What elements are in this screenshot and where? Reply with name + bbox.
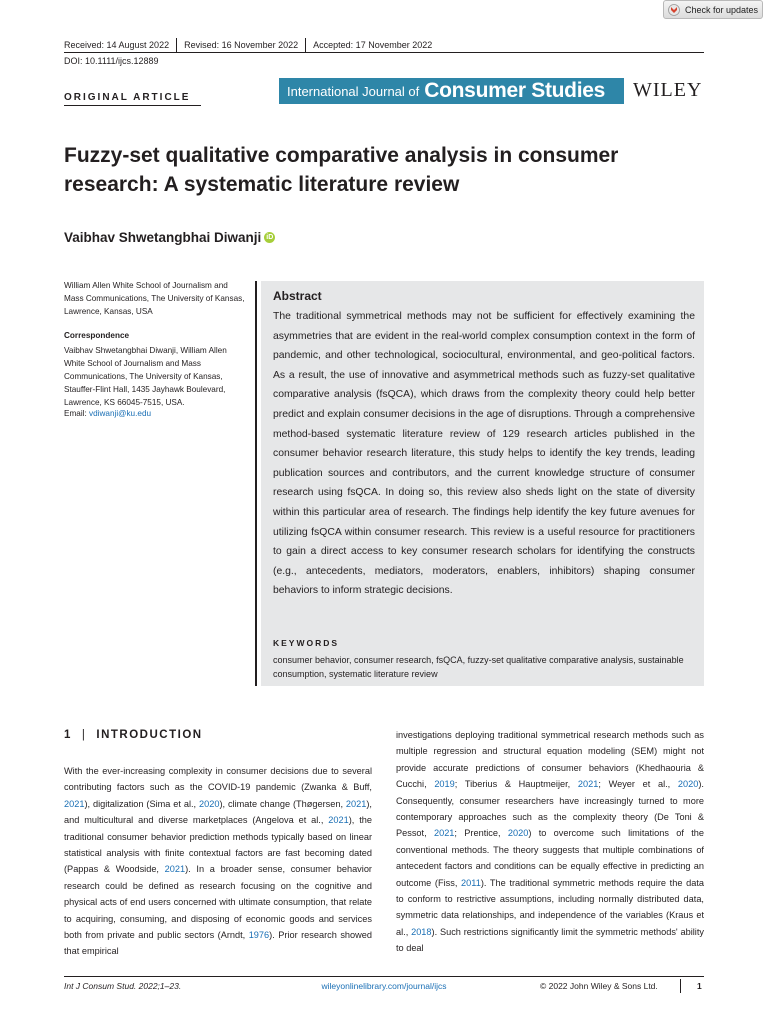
email-label: Email: — [64, 409, 90, 418]
correspondence-heading: Correspondence — [64, 331, 130, 340]
citation-link[interactable]: 2021 — [328, 815, 349, 826]
footer-divider — [680, 979, 681, 993]
revised-date: Revised: 16 November 2022 — [184, 40, 299, 50]
email-line — [64, 409, 151, 418]
body-text: ). In a broader sense, consumer behavior research could be defined as research focusing on the cognitive and physical acts of end users concerned with ultimate consumption, that relate to acquiring, consuming, and disposing of economic goods and services both from private and public sectors (Arndt, — [64, 864, 372, 941]
crossmark-icon — [668, 4, 680, 16]
date-divider — [305, 38, 306, 52]
citation-link[interactable]: 1976 — [248, 930, 270, 941]
section-title: INTRODUCTION — [96, 729, 203, 741]
body-text: ), the traditional consumer behavior prediction methods typically based on linear statistical analysis with finite contextual factors are fast becoming dated (Pappas & Woodside, — [64, 815, 373, 875]
body-text: ), digitalization (Sima et al., — [84, 798, 199, 809]
abstract-left-rule — [255, 281, 257, 686]
copyright: © 2022 John Wiley & Sons Ltd. — [540, 981, 658, 991]
abstract-text: The traditional symmetrical methods may not be sufficient for effectively examining the asymmetries that are evident in the real-world complex consumption context in the form of pandemic, and other technological, sociocultural, environmental, and geo-political factors. As a result, the use of innovative and asymmetrical methods such as fuzzy-set qualitative comparative analysis (fsQCA), which draws from the complexity theory could help better predict and explain consumer decisions in the age of disruptions. Through a comprehensive method-based systematic literature review of 129 research articles published in the consumer behavior research literature, this study helps to identify the key trends, leading publication sources and contributors, and the current knowledge structure of consumer research using fsQCA. In doing so, this review also sheds light on the state of diversity within this particular area of research. The findings help identify the key future avenues for utilizing fsQCA within consumer research. This review is a useful resource for practitioners to gain a direct access to key consumer research scholars for identifying the constructs (e.g., antecedents, mediators, moderators, enablers, inhibitors) shaping consumer behaviors to inform strategic decisions. — [273, 311, 695, 597]
article-type-rule — [64, 105, 201, 106]
citation-link[interactable]: 2021 — [433, 828, 455, 839]
body-text: ). The traditional symmetric methods require the data to conform to restrictive assumptions, including normally distributed data, symmetric data relationships, and independence of the variables (Kraus et al., — [396, 877, 704, 937]
body-text: ), climate change (Thøgersen, — [219, 798, 346, 809]
accepted-date: Accepted: 17 November 2022 — [313, 40, 433, 50]
email-link[interactable]: vdiwanji@ku.edu — [89, 409, 152, 418]
author-name[interactable]: Vaibhav Shwetangbhai Diwanji — [64, 230, 262, 245]
citation-link[interactable]: 2021 — [345, 798, 367, 809]
keywords-heading: KEYWORDS — [273, 638, 340, 648]
body-column-right — [396, 727, 704, 957]
author-line — [64, 230, 275, 245]
page-number: 1 — [697, 981, 702, 991]
header-rule — [64, 52, 704, 53]
journal-prefix: International Journal of — [287, 83, 420, 99]
orcid-icon[interactable]: iD — [266, 234, 274, 241]
body-text: ; Weyer et al., — [598, 779, 678, 790]
body-text: ; Prentice, — [454, 828, 508, 839]
citation-link[interactable]: 2019 — [434, 779, 455, 790]
citation-link[interactable]: 2021 — [64, 798, 85, 809]
check-for-updates-label: Check for updates — [685, 4, 759, 15]
citation-link[interactable]: 2011 — [461, 877, 481, 888]
correspondence-text: Vaibhav Shwetangbhai Diwanji, William Allen White School of Journalism and Mass Communications, The University of Kansas, Stauffer-Flint Hall, 1435 Jayhawk Boulevard, Lawrence, KS 66045-7515, USA. — [64, 346, 227, 407]
body-text: ), and multicultural and diverse marketplaces (Angelova et al., — [64, 798, 372, 826]
journal-name: Consumer Studies — [424, 79, 605, 102]
body-text: ; Tiberius & Hauptmeijer, — [454, 779, 578, 790]
abstract-box — [261, 281, 704, 686]
publisher-logo: WILEY — [633, 79, 703, 101]
citation-link[interactable]: 2020 — [199, 798, 220, 809]
citation-link[interactable]: 2020 — [677, 779, 699, 790]
body-text: ). Consequently, consumer researchers have increasingly turned to more contemporary approaches such as the complexity theory (De Toni & Pessot, — [396, 779, 704, 839]
article-title: Fuzzy-set qualitative comparative analysis in consumer research: A systematic literature review — [64, 144, 619, 196]
doi: DOI: 10.1111/ijcs.12889 — [64, 56, 159, 66]
section-number: 1 — [64, 729, 72, 741]
citation-link[interactable]: 2021 — [164, 864, 186, 875]
body-text: investigations deploying traditional symmetrical research methods such as multiple regression and structural equation modeling (SEM) might not provide accurate predictions of consumer behaviors (Khedhaouria & Cucchi, — [396, 730, 704, 790]
body-text: ) to overcome such limitations of the conventional methods. The theory suggests that multiple combinations of antecedent factors and conditions can be equally effective in predicting an outcome (Fiss, — [396, 828, 704, 888]
received-date: Received: 14 August 2022 — [64, 40, 170, 50]
citation-link[interactable]: 2021 — [577, 779, 599, 790]
journal-citation: Int J Consum Stud. 2022;1–23. — [64, 981, 182, 991]
journal-url-link[interactable]: wileyonlinelibrary.com/journal/ijcs — [321, 981, 447, 991]
body-column-left — [64, 763, 372, 960]
section-heading — [64, 729, 203, 741]
citation-link[interactable]: 2018 — [411, 926, 432, 937]
article-type: ORIGINAL ARTICLE — [64, 92, 191, 103]
body-text: With the ever-increasing complexity in consumer decisions due to several contributing factors such as the COVID-19 pandemic (Zwanka & Buff, — [64, 766, 372, 793]
affiliation: William Allen White School of Journalism and Mass Communications, The University of Kansas, Lawrence, Kansas, USA — [64, 281, 245, 316]
article-dates — [64, 38, 432, 52]
section-separator: | — [81, 729, 87, 741]
journal-banner — [279, 78, 624, 104]
date-divider — [176, 38, 177, 52]
body-text: ). Prior research showed that empirical — [64, 930, 372, 957]
citation-link[interactable]: 2020 — [507, 828, 529, 839]
abstract-heading: Abstract — [273, 289, 322, 303]
keywords-text: consumer behavior, consumer research, fsQCA, fuzzy-set qualitative comparative analysis, sustainable consumption, systematic literature review — [273, 655, 684, 679]
body-text: ). Such restrictions significantly limit the symmetric methods' ability to deal — [396, 926, 704, 954]
footer-rule — [64, 976, 704, 977]
check-for-updates-button[interactable] — [663, 0, 763, 19]
